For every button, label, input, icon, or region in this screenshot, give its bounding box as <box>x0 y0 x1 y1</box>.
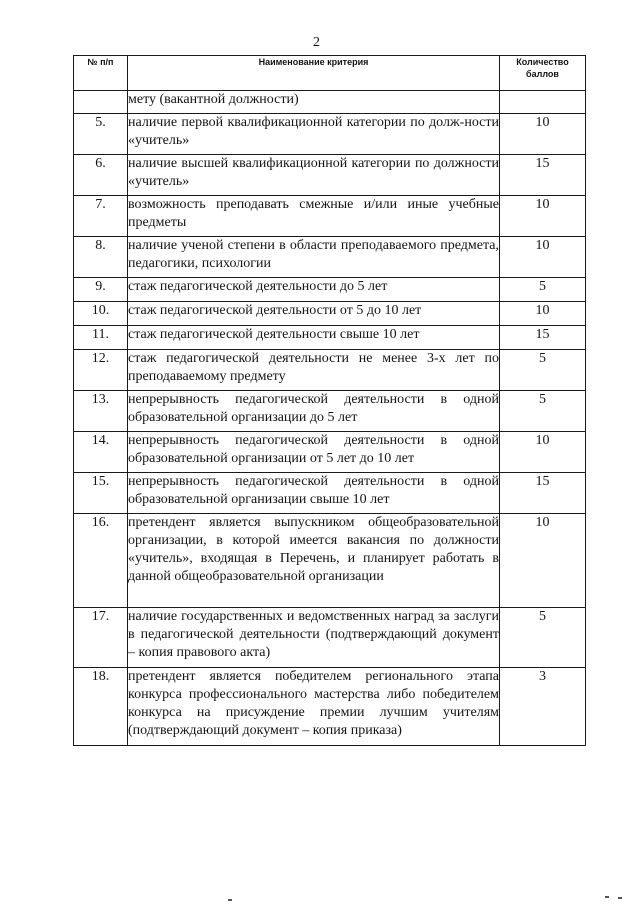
table-row <box>74 668 586 746</box>
row-number: 9. <box>74 278 128 302</box>
criterion-name: наличие ученой степени в области преподаваемого предмета, педагогики, психологии <box>128 237 500 278</box>
criteria-table <box>73 55 586 746</box>
row-number: 6. <box>74 155 128 196</box>
points-value: 5 <box>500 391 586 432</box>
table-row <box>74 391 586 432</box>
header-criterion-name: Наименование критерия <box>128 56 500 91</box>
table-row <box>74 196 586 237</box>
row-number: 12. <box>74 350 128 391</box>
scan-speck <box>618 897 622 899</box>
points-value: 10 <box>500 302 586 326</box>
row-number: 15. <box>74 473 128 514</box>
criterion-name: мету (вакантной должности) <box>128 91 500 114</box>
points-value: 10 <box>500 114 586 155</box>
criterion-name: стаж педагогической деятельности от 5 до 10 лет <box>128 302 500 326</box>
table-row <box>74 91 586 114</box>
points-value <box>500 91 586 114</box>
row-number: 16. <box>74 514 128 608</box>
criterion-name: возможность преподавать смежные и/или иные учебные предметы <box>128 196 500 237</box>
row-number: 13. <box>74 391 128 432</box>
table-row <box>74 155 586 196</box>
row-number: 17. <box>74 608 128 668</box>
points-value: 5 <box>500 350 586 391</box>
row-number: 11. <box>74 326 128 350</box>
table-row <box>74 302 586 326</box>
table-row <box>74 114 586 155</box>
points-value: 3 <box>500 668 586 746</box>
points-value: 15 <box>500 326 586 350</box>
table-row <box>74 432 586 473</box>
criterion-name: стаж педагогической деятельности не менее 3-х лет по преподаваемому предмету <box>128 350 500 391</box>
criterion-name: стаж педагогической деятельности свыше 10 лет <box>128 326 500 350</box>
header-points: Количество баллов <box>500 56 586 91</box>
table-row <box>74 514 586 608</box>
criterion-name: наличие государственных и ведомственных наград за заслуги в педагогической деятельности (подтверждающий документ – копия правового акта) <box>128 608 500 668</box>
table-row <box>74 326 586 350</box>
points-value: 5 <box>500 608 586 668</box>
row-number: 5. <box>74 114 128 155</box>
scan-speck <box>605 896 609 898</box>
row-number: 14. <box>74 432 128 473</box>
criterion-name: непрерывность педагогической деятельности в одной образовательной организации свыше 10 лет <box>128 473 500 514</box>
table-header-row <box>74 56 586 91</box>
row-number: 18. <box>74 668 128 746</box>
criterion-name: претендент является выпускником общеобразовательной организации, в которой имеется вакансия по должности «учитель», входящая в Перечень, и планирует работать в данной общеобразовательной организации <box>128 514 500 608</box>
table-row <box>74 473 586 514</box>
points-value: 10 <box>500 196 586 237</box>
points-value: 10 <box>500 237 586 278</box>
criterion-name: стаж педагогической деятельности до 5 лет <box>128 278 500 302</box>
criterion-name: наличие высшей квалификационной категории по должности «учитель» <box>128 155 500 196</box>
points-value: 15 <box>500 155 586 196</box>
criterion-name: непрерывность педагогической деятельности в одной образовательной организации от 5 лет до 10 лет <box>128 432 500 473</box>
table-row <box>74 237 586 278</box>
table-row <box>74 608 586 668</box>
table-row <box>74 278 586 302</box>
criterion-name: наличие первой квалификационной категории по долж-ности «учитель» <box>128 114 500 155</box>
points-value: 5 <box>500 278 586 302</box>
scan-speck <box>228 899 232 901</box>
criterion-name: претендент является победителем регионального этапа конкурса профессионального мастерства либо победителем конкурса на присуждение премии лучшим учителям (подтверждающий документ – копия приказа) <box>128 668 500 746</box>
criterion-name: непрерывность педагогической деятельности в одной образовательной организации до 5 лет <box>128 391 500 432</box>
row-number <box>74 91 128 114</box>
row-number: 7. <box>74 196 128 237</box>
points-value: 10 <box>500 514 586 608</box>
header-number: № п/п <box>74 56 128 91</box>
points-value: 10 <box>500 432 586 473</box>
points-value: 15 <box>500 473 586 514</box>
table-row <box>74 350 586 391</box>
row-number: 8. <box>74 237 128 278</box>
page-number: 2 <box>313 35 320 50</box>
row-number: 10. <box>74 302 128 326</box>
